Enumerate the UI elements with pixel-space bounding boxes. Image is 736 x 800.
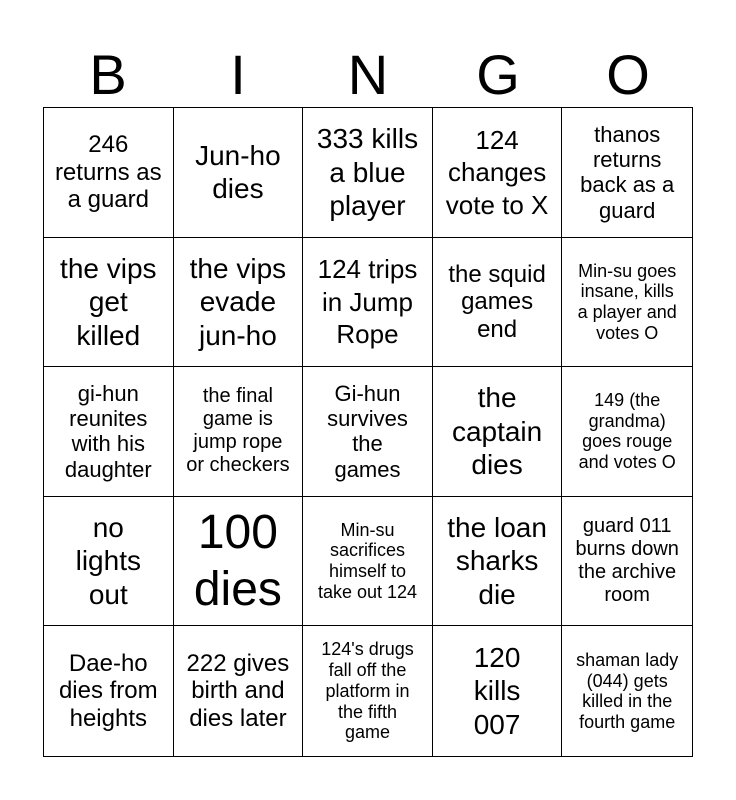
bingo-cell-r2c1[interactable]: [44, 238, 174, 368]
cell-text: 246 returns as a guard: [54, 130, 162, 214]
bingo-cell-r5c5[interactable]: [562, 626, 692, 756]
cell-text: 124 trips in Jump Rope: [317, 254, 418, 350]
bingo-cell-r2c4[interactable]: [433, 238, 563, 368]
bingo-header: [43, 42, 693, 108]
cell-text: gi-hun reunites with his daughter: [64, 380, 152, 482]
header-letter-i: I: [230, 43, 246, 106]
bingo-cell-r4c1[interactable]: [44, 497, 174, 627]
cell-text: Min-su goes insane, kills a player and votes O: [577, 260, 677, 343]
bingo-cell-r3c2[interactable]: [174, 367, 304, 497]
bingo-cell-r5c2[interactable]: [174, 626, 304, 756]
cell-text: 120 kills 007: [473, 641, 521, 740]
bingo-cell-r2c5[interactable]: [562, 238, 692, 368]
cell-text: Jun-ho dies: [195, 139, 281, 205]
cell-text: guard 011 burns down the archive room: [575, 515, 679, 607]
cell-text: the loan sharks die: [447, 511, 547, 610]
bingo-cell-r1c1[interactable]: [44, 108, 174, 238]
cell-text: Gi-hun survives the games: [327, 380, 408, 482]
header-letter-g: G: [476, 43, 520, 106]
cell-text: no lights out: [75, 511, 141, 610]
bingo-cell-r1c4[interactable]: [433, 108, 563, 238]
bingo-cell-r4c2[interactable]: [174, 497, 304, 627]
cell-text: the final game is jump rope or checkers: [186, 385, 290, 477]
cell-text: 124 changes vote to X: [445, 124, 549, 220]
cell-text: the vips evade jun-ho: [189, 252, 287, 351]
cell-text: 124's drugs fall off the platform in the fifth game: [321, 639, 414, 743]
bingo-cell-r2c3[interactable]: [303, 238, 433, 368]
bingo-cell-r3c5[interactable]: [562, 367, 692, 497]
bingo-cell-r5c1[interactable]: [44, 626, 174, 756]
bingo-cell-r3c3[interactable]: [303, 367, 433, 497]
header-letter-o: O: [606, 43, 650, 106]
bingo-cell-r5c4[interactable]: [433, 626, 563, 756]
cell-text: the vips get killed: [60, 252, 157, 351]
bingo-cell-r5c3[interactable]: [303, 626, 433, 756]
cell-text: 333 kills a blue player: [316, 122, 419, 222]
cell-text: Dae-ho dies from heights: [58, 649, 158, 732]
cell-text: thanos returns back as a guard: [580, 121, 675, 223]
cell-text: the squid games end: [448, 260, 546, 343]
bingo-cell-r1c2[interactable]: [174, 108, 304, 238]
bingo-cell-r2c2[interactable]: [174, 238, 304, 368]
bingo-board: [43, 107, 693, 757]
cell-text: 222 gives birth and dies later: [186, 649, 290, 732]
cell-text: 149 (the grandma) goes rouge and votes O: [578, 390, 676, 473]
header-letter-n: N: [347, 43, 389, 106]
bingo-cell-r4c5[interactable]: [562, 497, 692, 627]
bingo-cell-r1c3[interactable]: [303, 108, 433, 238]
header-letter-b: B: [89, 43, 127, 106]
bingo-cell-r1c5[interactable]: [562, 108, 692, 238]
cell-text: the captain dies: [451, 382, 543, 481]
cell-text: shaman lady (044) gets killed in the fourth game: [576, 649, 679, 732]
bingo-cell-r4c3[interactable]: [303, 497, 433, 627]
cell-text: Min-su sacrifices himself to take out 124: [317, 519, 418, 602]
bingo-cell-r3c4[interactable]: [433, 367, 563, 497]
cell-text: 100 dies: [193, 505, 282, 617]
bingo-cell-r4c4[interactable]: [433, 497, 563, 627]
bingo-cell-r3c1[interactable]: [44, 367, 174, 497]
